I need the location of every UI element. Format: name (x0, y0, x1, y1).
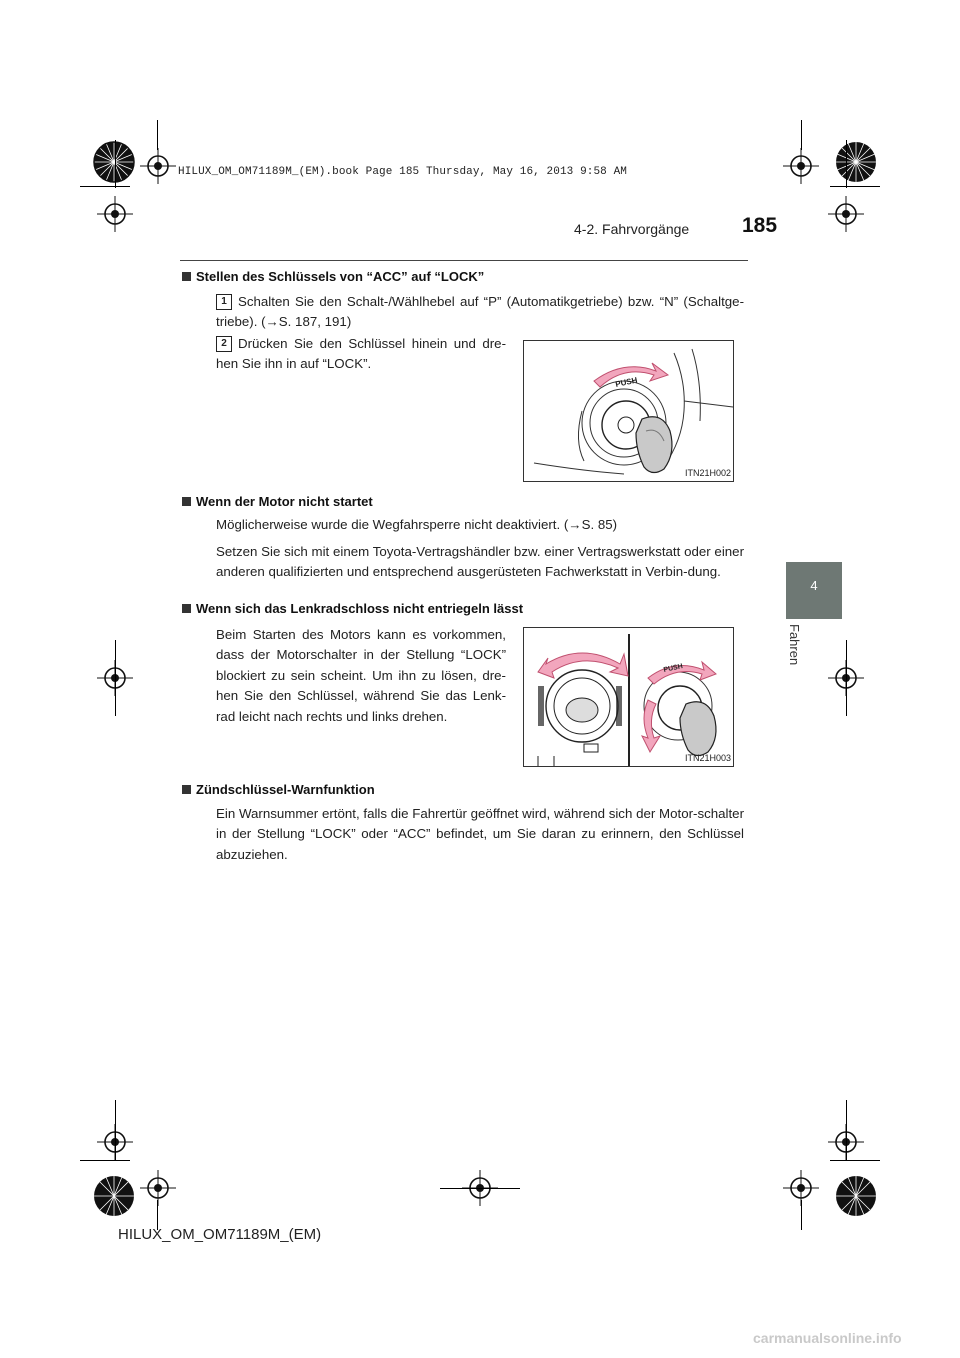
registration-wheel-icon (92, 140, 136, 184)
section-heading-text: Zündschlüssel-Warnfunktion (196, 782, 375, 797)
figure-code: ITN21H002 (685, 468, 732, 478)
push-label: PUSH (614, 375, 639, 389)
step-text-content: Schalten Sie den Schalt-/Wählhebel auf “P” (Automatikgetriebe) bzw. “N” (Schaltge-triebe). (→S. 187, 191) (216, 294, 744, 330)
print-slug: HILUX_OM_OM71189M_(EM).book Page 185 Thursday, May 16, 2013 9:58 AM (178, 166, 627, 178)
page-number: 185 (742, 214, 778, 237)
bullet-square-icon (182, 785, 191, 794)
crosshair-icon (140, 148, 176, 184)
figure-steering-lock (523, 627, 734, 767)
bullet-square-icon (182, 272, 191, 281)
figure-ignition-key (523, 340, 734, 482)
footer-doc-id: HILUX_OM_OM71189M_(EM) (118, 1226, 322, 1243)
crosshair-icon (140, 1170, 176, 1206)
step-number: 2 (216, 336, 232, 352)
registration-wheel-icon (834, 140, 878, 184)
section-heading-text: Stellen des Schlüssels von “ACC” auf “LOCK” (196, 269, 485, 284)
crosshair-icon (97, 196, 133, 232)
paragraph: Beim Starten des Motors kann es vorkommen, dass der Motorschalter in der Stellung “LOCK” blockiert zu sein scheint. Um ihn zu lösen, dre-hen Sie den Schlüssel, während Sie das Lenk-rad leicht nach rechts und links drehen. (216, 627, 506, 724)
step-text-content: Drücken Sie den Schlüssel hinein und dre-hen Sie ihn in auf “LOCK”. (216, 336, 506, 372)
section-title: 4-2. Fahrvorgänge (574, 221, 690, 237)
section-heading-text: Wenn sich das Lenkradschloss nicht entriegeln lässt (196, 601, 524, 616)
crosshair-icon (783, 148, 819, 184)
steering-illustration (524, 628, 733, 766)
paragraph: Setzen Sie sich mit einem Toyota-Vertragshändler bzw. einer Vertragswerkstatt oder einer anderen qualifizierten und entsprechend ausgerüsteten Fachwerkstatt in Verbin-dung. (216, 544, 744, 580)
section-heading (182, 782, 375, 797)
step-text (216, 334, 506, 375)
crosshair-icon (828, 196, 864, 232)
ignition-illustration (524, 341, 733, 481)
chapter-number: 4 (810, 578, 818, 593)
figure-code: ITN21H003 (685, 753, 732, 763)
bullet-square-icon (182, 604, 191, 613)
registration-wheel-icon (834, 1174, 878, 1218)
section-heading (182, 269, 484, 284)
watermark: carmanualsonline.info (753, 1330, 902, 1346)
section-heading-text: Wenn der Motor nicht startet (196, 494, 373, 509)
push-label: PUSH (662, 663, 684, 674)
paragraph: Ein Warnsummer ertönt, falls die Fahrertür geöffnet wird, während sich der Motor-schalter in der Stellung “LOCK” oder “ACC” befindet, um Sie daran zu erinnern, den Schlüssel abzuziehen. (216, 806, 744, 862)
registration-wheel-icon (92, 1174, 136, 1218)
chapter-label-text: Fahren (787, 624, 802, 666)
chapter-label (787, 624, 826, 684)
bullet-square-icon (182, 497, 191, 506)
section-heading (182, 601, 523, 616)
step-text (216, 292, 744, 333)
paragraph: Möglicherweise wurde die Wegfahrsperre nicht deaktiviert. (→S. 85) (216, 517, 618, 532)
step-number: 1 (216, 294, 232, 310)
header-divider (180, 260, 748, 261)
section-heading (182, 494, 373, 509)
